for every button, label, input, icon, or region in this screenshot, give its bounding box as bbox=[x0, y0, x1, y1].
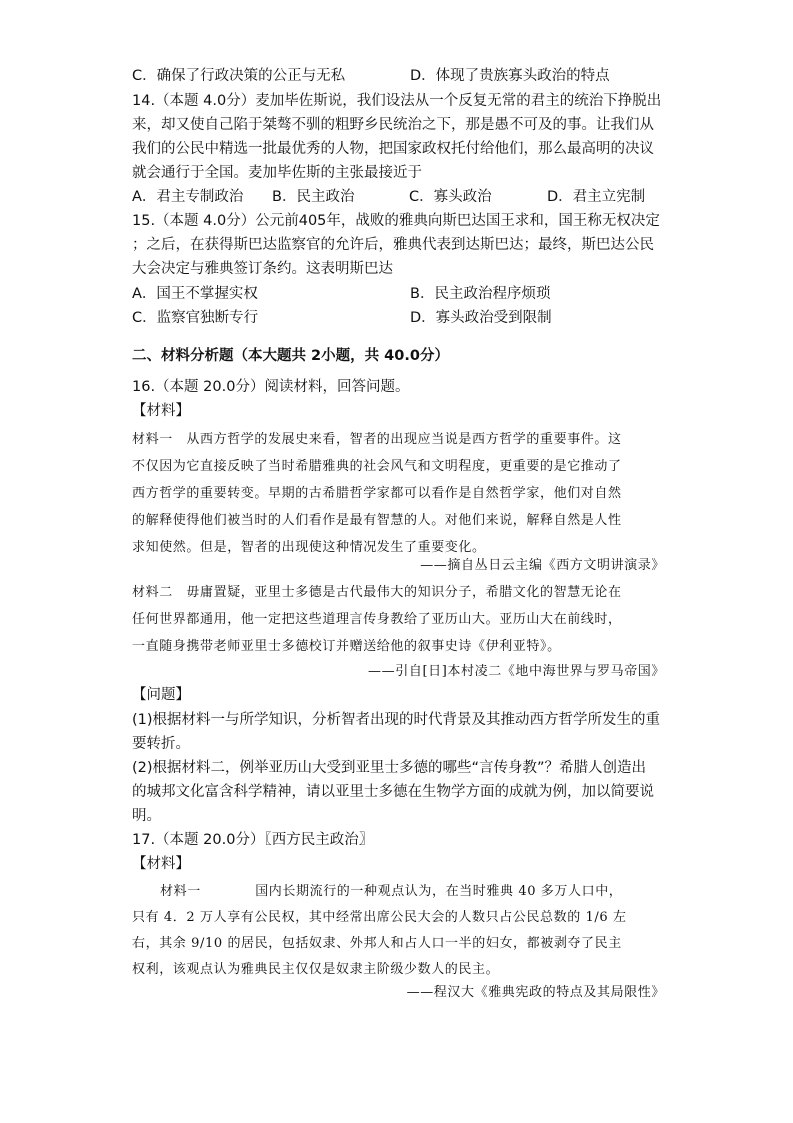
q14-option-a: A．君主专制政治 bbox=[132, 189, 244, 205]
q13-option-c: C．确保了行政决策的公正与无私 bbox=[132, 68, 346, 84]
q14-line-2: 来，却又使自己陷于桀骜不驯的粗野乡民统治之下，那是愚不可及的事。让我们从 bbox=[132, 117, 654, 133]
q17-source: ——程汉大《雅典宪政的特点及其局限性》 bbox=[406, 985, 665, 1000]
q16-question-2-line-1: (2)根据材料二，例举亚历山大受到亚里士多德的哪些“言传身教”？希腊人创造出 bbox=[132, 760, 647, 776]
q17-material-line: 右，其余 9/10 的居民，包括奴隶、外邦人和占人口一半的妇女，都被剥夺了民主 bbox=[132, 936, 622, 951]
q16-material-line: 西方哲学的重要转变。早期的古希腊哲学家都可以看作是自然哲学家，他们对自然 bbox=[132, 486, 622, 501]
q16-source-1: ——摘自丛日云主编《西方文明讲演录》 bbox=[420, 558, 665, 573]
q16-question-2-line-2: 的城邦文化富含科学精神，请以亚里士多德在生物学方面的成就为例，加以简要说 bbox=[132, 784, 654, 800]
q17-material-line: 材料一 国内长期流行的一种观点认为，在当时雅典 40 多万人口中， bbox=[160, 884, 623, 899]
q17-stem: 17.（本题 20.0分）〖西方民主政治〗 bbox=[132, 832, 374, 848]
q13-option-d: D．体现了贵族寡头政治的特点 bbox=[410, 68, 610, 84]
q16-question-1-line-1: (1)根据材料一与所学知识，分析智者出现的时代背景及其推动西方哲学所发生的重 bbox=[132, 712, 661, 728]
q16-question-2-line-3: 明。 bbox=[132, 808, 161, 824]
q16-question-label: 【问题】 bbox=[132, 687, 190, 703]
q17-material-line: 权利，该观点认为雅典民主仅仅是奴隶主阶级少数人的民主。 bbox=[132, 962, 500, 977]
q16-material-line: 的解释使得他们被当时的人们看作是最有智慧的人。对他们来说，解释自然是人性 bbox=[132, 513, 622, 528]
q16-material-line: 任何世界都通用，他一定把这些道理言传身教给了亚历山大。亚历山大在前线时， bbox=[132, 612, 622, 627]
q16-material-line: 材料二 毋庸置疑，亚里士多德是古代最伟大的知识分子，希腊文化的智慧无论在 bbox=[132, 585, 622, 600]
q15-option-d: D．寡头政治受到限制 bbox=[410, 310, 552, 326]
q15-option-a: A．国王不掌握实权 bbox=[132, 286, 258, 302]
q15-option-c: C．监察官独断专行 bbox=[132, 310, 259, 326]
q15-line-2: ；之后，在获得斯巴达监察官的允许后，雅典代表到达斯巴达；最终，斯巴达公民 bbox=[132, 237, 654, 253]
q14-option-d: D．君主立宪制 bbox=[547, 189, 646, 205]
q14-option-c: C．寡头政治 bbox=[409, 189, 492, 205]
q16-question-1-line-2: 要转折。 bbox=[132, 736, 190, 752]
q17-material-label: 【材料】 bbox=[132, 856, 190, 872]
section-heading: 二、材料分析题（本大题共 2小题，共 40.0分） bbox=[132, 348, 449, 364]
q16-material-line: 材料一 从西方哲学的发展史来看，智者的出现应当说是西方哲学的重要事件。这 bbox=[132, 432, 622, 447]
q14-line-3: 我们的公民中精选一批最优秀的人物，把国家政权托付给他们，那么最高明的决议 bbox=[132, 141, 654, 157]
q16-material-line: 一直随身携带老师亚里士多德校订并赠送给他的叙事史诗《伊利亚特》。 bbox=[132, 639, 561, 654]
q17-material-line: 只有 4．2 万人享有公民权，其中经常出席公民大会的人数只占公民总数的 1/6 左 bbox=[132, 910, 627, 925]
q14-option-b: B．民主政治 bbox=[272, 189, 355, 205]
q15-option-b: B．民主政治程序烦琐 bbox=[410, 286, 551, 302]
q14-line-4: 就会通行于全国。麦加毕佐斯的主张最接近于 bbox=[132, 165, 422, 181]
q16-material-line: 求知使然。但是，智者的出现使这种情况发生了重要变化。 bbox=[132, 540, 486, 555]
q16-source-2: ——引自[日]本村凌二《地中海世界与罗马帝国》 bbox=[368, 664, 665, 679]
q15-line-3: 大会决定与雅典签订条约。这表明斯巴达 bbox=[132, 261, 393, 277]
q16-material-line: 不仅因为它直接反映了当时希腊雅典的社会风气和文明程度，更重要的是它推动了 bbox=[132, 459, 622, 474]
q16-material-label: 【材料】 bbox=[132, 403, 190, 419]
q14-line-1: 14.（本题 4.0分）麦加毕佐斯说，我们设法从一个反复无常的君主的统治下挣脱出 bbox=[132, 93, 662, 109]
q15-line-1: 15.（本题 4.0分）公元前405年，战败的雅典向斯巴达国王求和，国王称无权决定 bbox=[132, 213, 660, 229]
q16-stem: 16.（本题 20.0分）阅读材料，回答问题。 bbox=[132, 379, 410, 395]
